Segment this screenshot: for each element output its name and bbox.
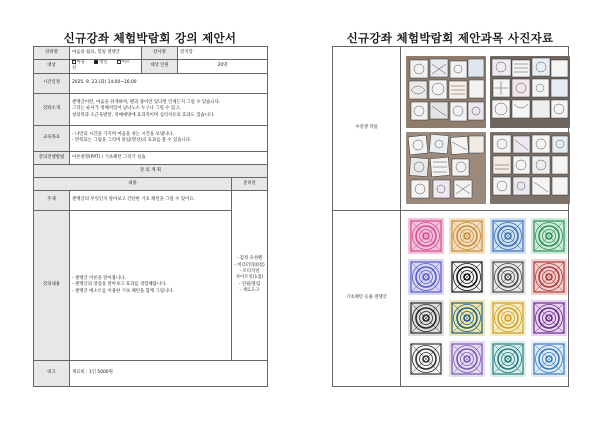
checkbox-checked-icon	[94, 60, 98, 64]
pattern-tile-photo	[490, 218, 526, 254]
method-value: 이론설명(PPT) / 기초패턴 그리기 실습	[70, 151, 268, 164]
goal-value: - 나만의 시간을 가지며 마음을 쉬는 시간을 보냅니다. - 반복되는 그림을 그리며 몰입(명상)의 효과를 볼 수 있습니다.	[70, 125, 268, 151]
schedule-label: 시간일정	[34, 73, 70, 93]
capacity-value: 20명	[178, 60, 268, 74]
pattern-tile-photo	[490, 300, 526, 336]
student-work-photo	[490, 132, 570, 204]
instructor-label: 강사명	[142, 47, 178, 60]
pattern-tile-grid	[408, 218, 568, 378]
course-name-value: 마음의 쉼표, 힐링 젠탱글	[70, 47, 142, 60]
goal-label: 교육목표	[34, 125, 70, 151]
pattern-tile-photo	[408, 341, 444, 377]
pattern-tile-photo	[449, 300, 485, 336]
instructor-value: 강지랑	[178, 47, 268, 60]
pattern-tile-photo	[531, 259, 567, 295]
schedule-value: 2025. 9. 23.(화) 14:00~16:00	[70, 73, 268, 93]
detail-label: 강의내용	[34, 210, 70, 360]
course-name-label: 강좌명	[34, 47, 70, 60]
pattern-tile-photo	[490, 341, 526, 377]
theme-label: 주제	[34, 190, 70, 210]
row1-label: 수강생 작품	[333, 47, 401, 211]
pattern-tile-photo	[531, 300, 567, 336]
pattern-tile-photo	[449, 218, 485, 254]
capacity-label: 대상 인원	[142, 60, 178, 74]
detail-value: - 젠탱글 이론을 알아봅니다. - 젠탱글의 장점을 알아보고 효과를 경험해봅니다. - 젠탱글 에소르를 이용한 기초 패턴을 함께 그립니다.	[70, 210, 232, 360]
student-work-photo	[406, 132, 486, 204]
materials-header: 준비물	[232, 177, 268, 190]
checkbox-icon	[72, 60, 76, 64]
proposal-table	[33, 46, 268, 387]
target-label: 대상	[34, 60, 70, 74]
materials-value: - 검정 유성펜 - 비더터믹(0점) - 모티지널 사이트잉(1점) - 연필/블럼 - 재료도구	[232, 190, 268, 360]
target-option-child[interactable]: 아동	[72, 60, 85, 65]
pattern-tile-photo	[531, 218, 567, 254]
pattern-tile-photo	[531, 341, 567, 377]
photo-page-title: 신규강좌 체험박람회 제안과목 사진자료	[346, 31, 554, 45]
note-value: 재료비 : 1인 5000원	[70, 360, 268, 386]
method-label: 강의진행방법	[34, 151, 70, 164]
student-work-photo	[406, 56, 486, 128]
target-option-adult[interactable]: 성인	[94, 60, 107, 65]
pattern-tile-photo	[449, 341, 485, 377]
pattern-tile-photo	[449, 259, 485, 295]
proposal-title: 신규강좌 체험박람회 강의 제안서	[63, 31, 237, 45]
photo-page	[300, 0, 600, 424]
intro-value: 젠탱글이란, 마음을 쉬게하며, 펜과 종이만 있다면 언제든지 그릴 수 있습니다. 그리는 순서가 정해져있어 남녀노소 누구나 그릴 수 있고, 창의력과 소근육발달, 치매예방에 효과적이며 심리치유의 효과도 있습니다.	[70, 93, 268, 125]
content-header: 내용	[34, 177, 232, 190]
pattern-tile-photo	[408, 218, 444, 254]
target-options	[70, 60, 142, 74]
intro-label: 강좌소개	[34, 93, 70, 125]
pattern-tile-photo	[490, 259, 526, 295]
target-option-senior[interactable]: 어르신	[72, 60, 131, 72]
plan-header: 강 의 계 획	[34, 164, 268, 177]
row2-label: 기초패턴 응용 젠탱글	[333, 211, 401, 387]
pattern-tile-photo	[408, 300, 444, 336]
note-label: 비고	[34, 360, 70, 386]
theme-value: 젠탱글의 무엇인지 알아보고 간단한 기초 패턴을 그릴 수 있어요.	[70, 190, 232, 210]
checkbox-icon	[117, 60, 121, 64]
pattern-tile-photo	[408, 259, 444, 295]
student-work-photo	[490, 56, 570, 128]
